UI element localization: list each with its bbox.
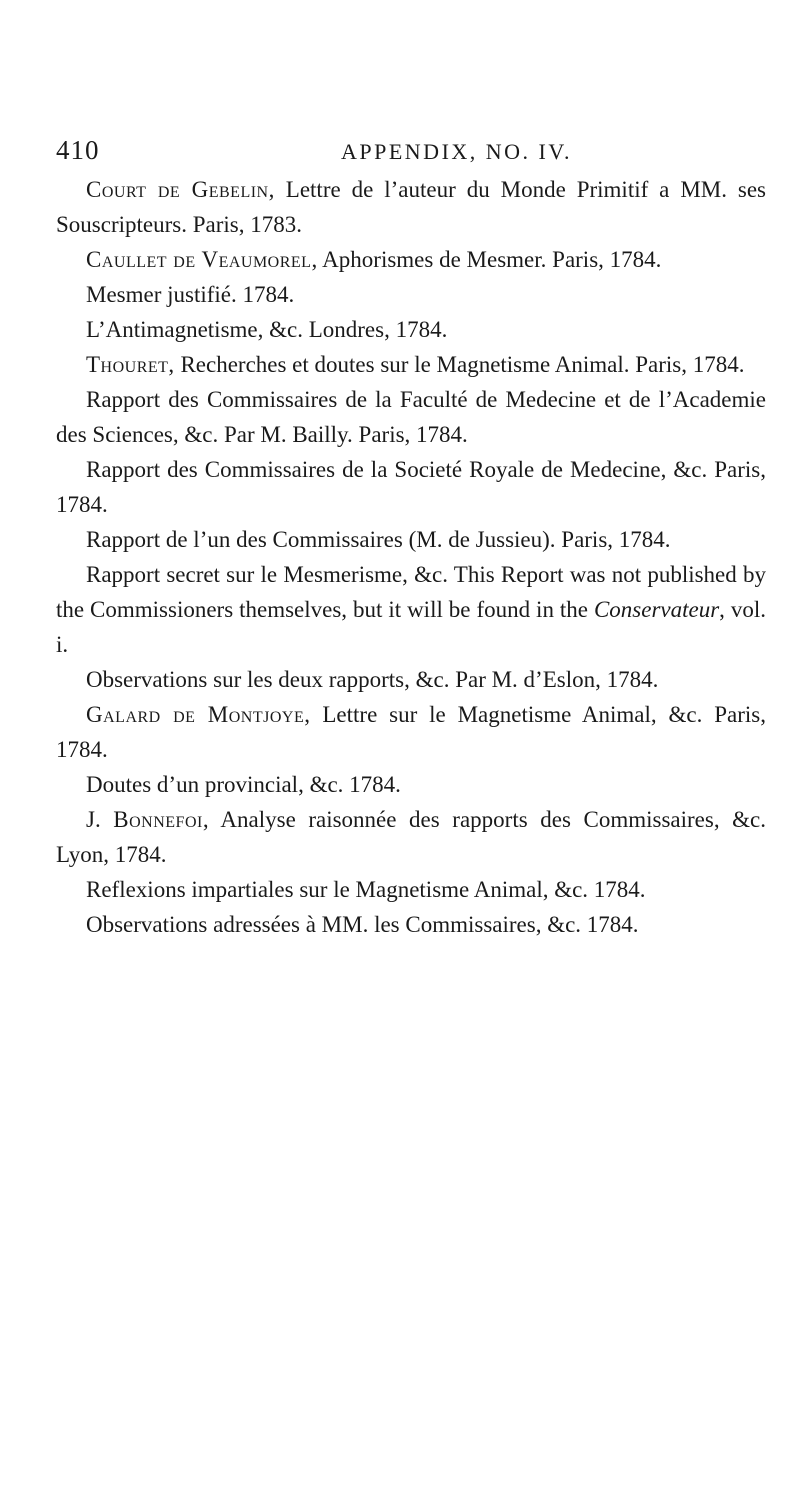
bibliography-entry <box>56 452 766 522</box>
entry-text-after: , vol. i. <box>56 597 766 657</box>
bibliography-entry <box>56 557 766 662</box>
entry-text: Rapport secret sur le Mesmerisme, &c. This Report was not published by the Commissioners themselves, but it will be found in the <box>56 562 766 622</box>
entry-text: Observations adressées à MM. les Commissaires, &c. 1784. <box>86 912 639 937</box>
bibliography-entry <box>56 767 766 802</box>
page-number: 410 <box>56 135 100 165</box>
entry-text: Recherches et doutes sur le Magnetisme Animal. Paris, 1784. <box>174 352 745 377</box>
running-head: APPENDIX, NO. IV. <box>341 139 572 164</box>
bibliography-entry <box>56 802 766 872</box>
entry-text: Reflexions impartiales sur le Magnetisme Animal, &c. 1784. <box>86 877 646 902</box>
bibliography-entry <box>56 697 766 767</box>
entry-author: Thouret, <box>86 352 175 377</box>
bibliography-entry <box>56 662 766 697</box>
entry-text: Aphorismes de Mesmer. Paris, 1784. <box>317 247 662 272</box>
bibliography-entry <box>56 907 766 942</box>
entry-text: Observations sur les deux rapports, &c. Par M. d’Eslon, 1784. <box>86 667 659 692</box>
bibliography-entry <box>56 382 766 452</box>
entry-text: Doutes d’un provincial, &c. 1784. <box>86 772 401 797</box>
bibliography-entry <box>56 522 766 557</box>
entry-italic-title: Conservateur <box>593 597 720 622</box>
entry-text: Lettre sur le Magnetisme Animal, &c. Paris, 1784. <box>56 702 766 762</box>
bibliography-entry <box>56 872 766 907</box>
entry-text: Rapport de l’un des Commissaires (M. de Jussieu). Paris, 1784. <box>86 527 671 552</box>
bibliography-entry <box>56 277 766 312</box>
entry-author: Caullet de Veaumorel, <box>86 247 318 272</box>
entry-text: Mesmer justifié. 1784. <box>86 282 295 307</box>
bibliography-entry <box>56 347 766 382</box>
entry-text: Analyse raisonnée des rapports des Commissaires, &c. Lyon, 1784. <box>56 807 766 867</box>
entry-author: Galard de Montjoye, <box>86 702 311 727</box>
entry-text: Lettre de l’auteur du Monde Primitif a MM. ses Souscripteurs. Paris, 1783. <box>56 177 767 237</box>
entry-author: Bonnefoi, <box>113 807 210 832</box>
bibliography-entry <box>56 172 766 242</box>
bibliography-list <box>56 172 766 942</box>
bibliography-entry <box>56 242 766 277</box>
entry-text: L’Antimagnetisme, &c. Londres, 1784. <box>86 317 448 342</box>
entry-author: Court de Gebelin, <box>86 177 275 202</box>
page-header <box>56 135 756 171</box>
bibliography-entry <box>56 312 766 347</box>
entry-text: Rapport des Commissaires de la Societé Royale de Medecine, &c. Paris, 1784. <box>56 457 766 517</box>
entry-prefix: J. <box>86 807 114 832</box>
entry-text: Rapport des Commissaires de la Faculté de Medecine et de l’Academie des Sciences, &c. Par M. Bailly. Paris, 1784. <box>56 387 766 447</box>
